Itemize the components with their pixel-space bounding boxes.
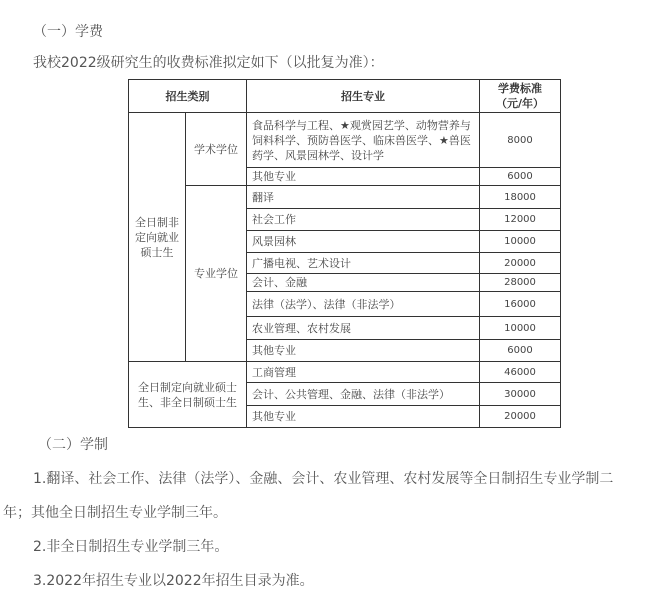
major-cell: 法律（法学）、法律（非法学）: [247, 292, 480, 317]
major-cell: 其他专业: [247, 340, 480, 362]
major-cell: 会计、金融: [247, 274, 480, 292]
academic-degree-label: 学术学位: [186, 113, 247, 186]
major-cell: 其他专业: [247, 168, 480, 186]
major-cell: 工商管理: [247, 362, 480, 383]
group1-label: 全日制非定向就业硕士生: [129, 113, 186, 362]
major-cell: 食品科学与工程、★观赏园艺学、动物营养与饲料科学、预防兽医学、临床兽医学、★兽医药学、风景园林学、设计学: [247, 113, 480, 168]
fee-cell: 8000: [480, 113, 561, 168]
fee-cell: 18000: [480, 186, 561, 209]
duration-item-2: 2.非全日制招生专业学制三年。: [33, 539, 229, 555]
fee-cell: 46000: [480, 362, 561, 383]
header-category: 招生类别: [129, 80, 247, 113]
major-cell: 会计、公共管理、金融、法律（非法学）: [247, 383, 480, 406]
duration-item-1-line1: 1.翻译、社会工作、法律（法学）、金融、会计、农业管理、农村发展等全日制招生专业学制二: [33, 471, 614, 487]
fee-table: [128, 79, 561, 428]
fee-cell: 10000: [480, 231, 561, 253]
fee-cell: 12000: [480, 209, 561, 231]
major-cell: 其他专业: [247, 406, 480, 428]
fee-cell: 6000: [480, 168, 561, 186]
fee-cell: 28000: [480, 274, 561, 292]
major-cell: 社会工作: [247, 209, 480, 231]
fee-cell: 10000: [480, 317, 561, 340]
fee-cell: 20000: [480, 406, 561, 428]
fee-cell: 16000: [480, 292, 561, 317]
fee-cell: 6000: [480, 340, 561, 362]
fee-cell: 30000: [480, 383, 561, 406]
section-heading-duration: （二）学制: [38, 437, 108, 453]
fees-intro: 我校2022级研究生的收费标准拟定如下（以批复为准）：: [33, 55, 384, 71]
group2-label: 全日制定向就业硕士生、非全日制硕士生: [129, 362, 247, 428]
duration-item-3: 3.2022年招生专业以2022年招生目录为准。: [33, 573, 314, 589]
major-cell: 农业管理、农村发展: [247, 317, 480, 340]
header-major: 招生专业: [247, 80, 480, 113]
section-heading-fees: （一）学费: [33, 24, 103, 40]
major-cell: 翻译: [247, 186, 480, 209]
major-cell: 广播电视、艺术设计: [247, 253, 480, 274]
fee-cell: 20000: [480, 253, 561, 274]
header-fee: 学费标准（元/年）: [480, 80, 561, 113]
duration-item-1-line2: 年；其他全日制招生专业学制三年。: [3, 505, 227, 521]
major-cell: 风景园林: [247, 231, 480, 253]
professional-degree-label: 专业学位: [186, 186, 247, 362]
